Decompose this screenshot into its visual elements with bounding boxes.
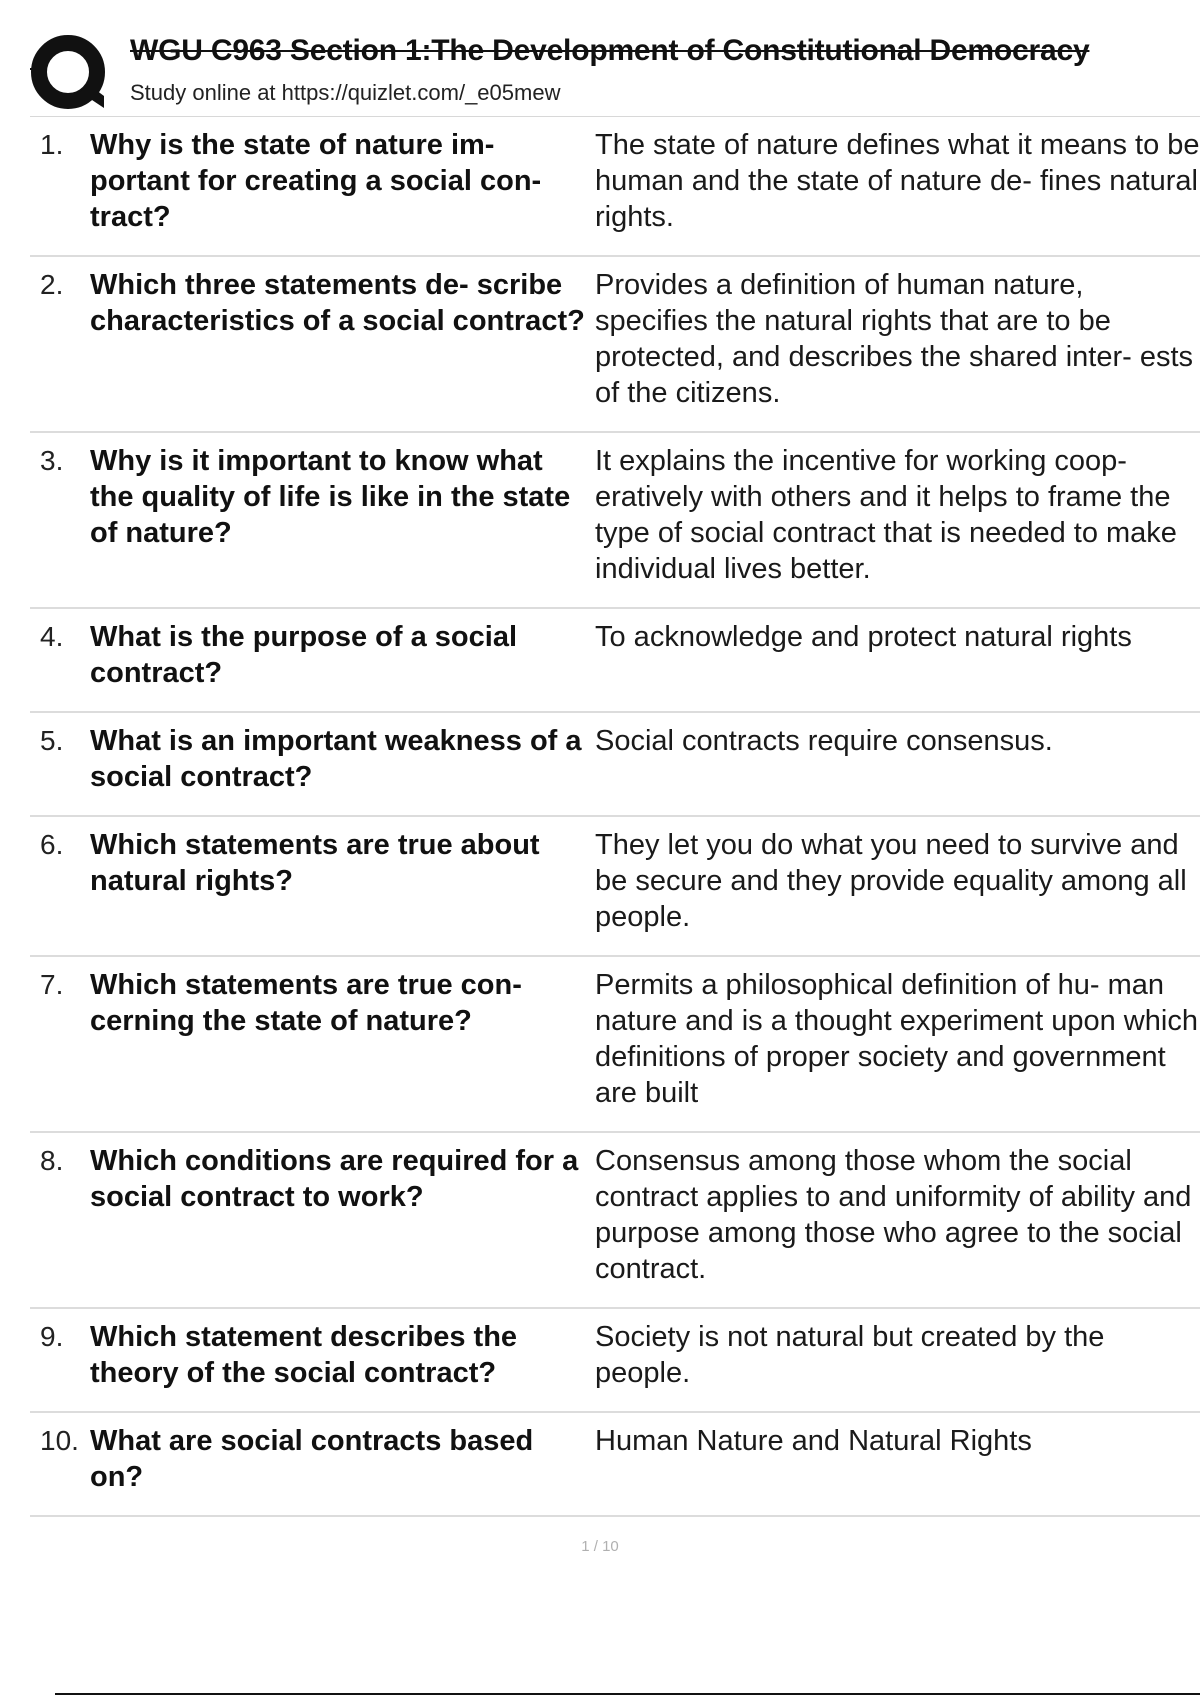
card-number: 7. bbox=[40, 969, 64, 1000]
card-term: Which statement describes the theory of the social contract? bbox=[90, 1321, 518, 1389]
flashcard-row bbox=[30, 1309, 1200, 1413]
flashcard-row bbox=[30, 1413, 1200, 1517]
flashcard-row bbox=[30, 957, 1200, 1133]
card-term: Why is it important to know what the quality of life is like in the state of nature? bbox=[90, 445, 571, 549]
card-term: What is the purpose of a social contract? bbox=[90, 621, 518, 689]
flashcard-list bbox=[30, 117, 1200, 1517]
flashcard-row bbox=[30, 433, 1200, 609]
card-term: What is an important weakness of a social contract? bbox=[90, 725, 582, 793]
card-term: Which three statements de- scribe characteristics of a social contract? bbox=[90, 269, 585, 337]
card-definition: The state of nature defines what it means to be human and the state of nature de- fines natural rights. bbox=[595, 129, 1200, 233]
card-definition: They let you do what you need to survive and be secure and they provide equality among all people. bbox=[595, 829, 1187, 933]
page-indicator: 1 / 10 bbox=[581, 1538, 619, 1555]
flashcard-row bbox=[30, 817, 1200, 957]
card-definition: To acknowledge and protect natural rights bbox=[595, 621, 1132, 653]
card-term: What are social contracts based on? bbox=[90, 1425, 534, 1493]
card-number: 4. bbox=[40, 621, 64, 652]
card-definition: Provides a definition of human nature, specifies the natural rights that are to be protected, and describes the shared inter- ests of the citizens. bbox=[595, 269, 1194, 409]
card-number: 6. bbox=[40, 829, 64, 860]
flashcard-row bbox=[30, 1133, 1200, 1309]
bottom-divider bbox=[55, 1693, 1200, 1695]
card-definition: Consensus among those whom the social contract applies to and uniformity of ability and purpose among those who agree to the social contract. bbox=[595, 1145, 1192, 1285]
flashcard-row bbox=[30, 257, 1200, 433]
document-header bbox=[30, 28, 1200, 118]
card-term: Which statements are true con- cerning the state of nature? bbox=[90, 969, 522, 1037]
card-definition: Permits a philosophical definition of hu- man nature and is a thought experiment upon which definitions of proper society and government are built bbox=[595, 969, 1198, 1109]
card-term: Which conditions are required for a social contract to work? bbox=[90, 1145, 579, 1213]
card-number: 1. bbox=[40, 129, 64, 160]
card-number: 5. bbox=[40, 725, 64, 756]
card-number: 10. bbox=[40, 1425, 79, 1456]
card-number: 9. bbox=[40, 1321, 64, 1352]
card-definition: Social contracts require consensus. bbox=[595, 725, 1053, 757]
quizlet-logo-icon bbox=[30, 32, 112, 114]
flashcard-row bbox=[30, 117, 1200, 257]
flashcard-row bbox=[30, 713, 1200, 817]
card-definition: Society is not natural but created by the people. bbox=[595, 1321, 1105, 1389]
card-term: Why is the state of nature im- portant for creating a social con- tract? bbox=[90, 129, 542, 233]
card-number: 8. bbox=[40, 1145, 64, 1176]
card-term: Which statements are true about natural rights? bbox=[90, 829, 540, 897]
page-title: WGU C963 Section 1:The Development of Constitutional Democracy bbox=[130, 34, 1090, 67]
card-number: 3. bbox=[40, 445, 64, 476]
flashcard-row bbox=[30, 609, 1200, 713]
card-definition: It explains the incentive for working coop- eratively with others and it helps to frame the type of social contract that is needed to make individual lives better. bbox=[595, 445, 1177, 585]
study-online-link[interactable]: Study online at https://quizlet.com/_e05mew bbox=[130, 80, 561, 105]
card-definition: Human Nature and Natural Rights bbox=[595, 1425, 1032, 1457]
card-number: 2. bbox=[40, 269, 64, 300]
